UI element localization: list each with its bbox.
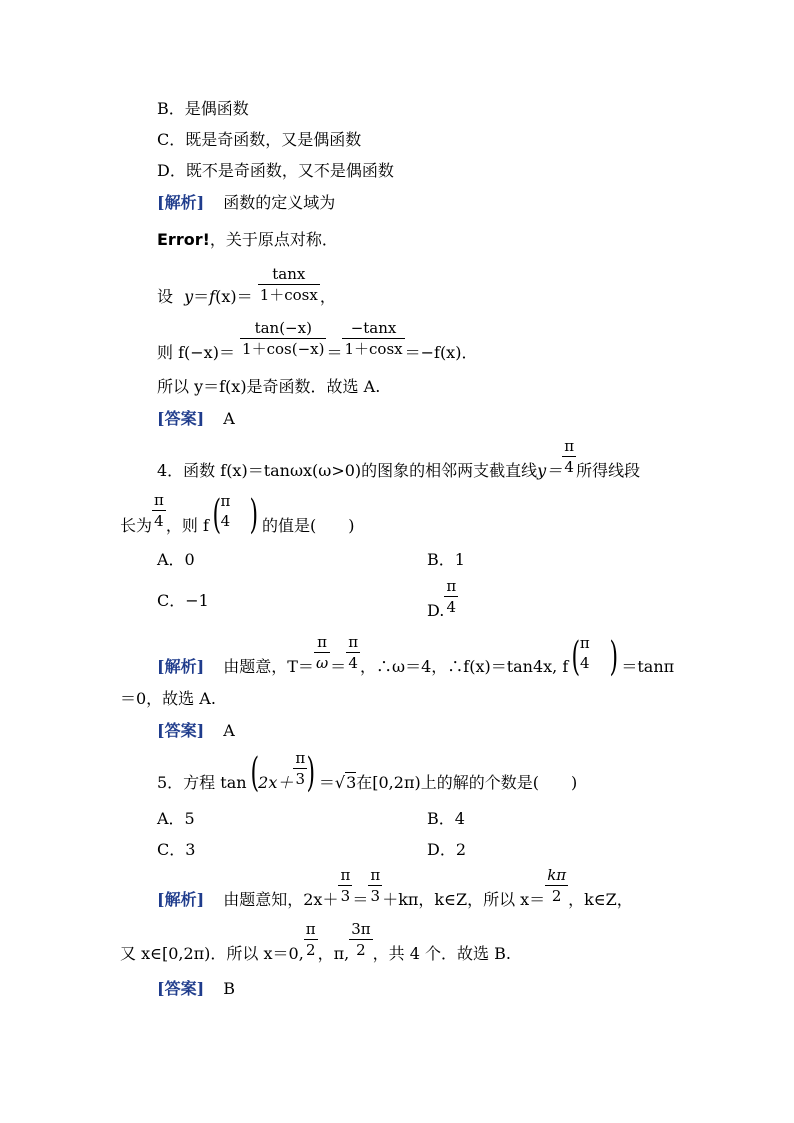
q4-stem-text: 4．函数 f(x)＝tanωx(ω>0)的图象的相邻两支截直线 (157, 461, 538, 480)
q4-option-b: B．1 (427, 550, 465, 569)
analysis-text-3: ＝tanπ (621, 657, 675, 676)
analysis-line2-text-2: ，π, (317, 944, 350, 963)
fraction-denominator: 4 (564, 458, 574, 476)
fraction-denominator: 4 (348, 654, 358, 672)
answer-tag: [答案] (157, 721, 205, 740)
q5-option-c: C．3 (157, 840, 196, 859)
analysis-fraction-3 (545, 865, 568, 906)
q5-stem-text-2: 在[0,2π)上的解的个数是( ) (356, 773, 578, 792)
domain-symmetric-text: ，关于原点对称． (209, 230, 338, 249)
fraction-numerator: 3π (351, 920, 371, 938)
fraction-numerator: tanx (258, 264, 320, 285)
period-fraction-2 (346, 632, 360, 673)
fraction-denominator: 4 (446, 598, 457, 616)
arg-fraction (578, 633, 592, 673)
analysis-tag: [解析] (157, 890, 205, 909)
fraction-numerator: π (579, 633, 590, 652)
q3-analysis-line (157, 192, 335, 214)
fraction-numerator: π (314, 632, 330, 653)
answer-tag: [答案] (157, 979, 205, 998)
answer-value: B (223, 979, 236, 998)
q4-stem-f: ，则 f (165, 516, 209, 535)
fraction-numerator: π (340, 866, 351, 884)
fraction-denominator: 3 (340, 887, 351, 905)
define-eq: ＝ (193, 287, 210, 306)
q4-stem-fraction (562, 436, 576, 477)
q3-define-line (157, 264, 336, 314)
answer-tag: [答案] (157, 409, 205, 428)
q5-analysis-line-1 (157, 867, 633, 923)
fraction-denominator: 1＋cosx (344, 340, 403, 358)
period-fraction-1 (314, 632, 330, 673)
fraction-denominator: 3 (370, 887, 381, 905)
then-fraction-2 (342, 318, 404, 359)
fraction-numerator: π (220, 491, 231, 510)
q4-analysis-line-1 (157, 634, 674, 690)
q4-stem-value: 的值是( ) (261, 516, 355, 535)
analysis-text: 由题意，T＝ (223, 657, 314, 676)
option-d-prefix: D. (427, 601, 445, 620)
q4-option-c: C．−1 (157, 591, 209, 610)
fraction-numerator: kπ (547, 866, 567, 884)
fraction-numerator: tan(−x) (240, 318, 326, 339)
define-x: (x)＝ (215, 287, 253, 306)
analysis-text-2: ，∴ω＝4，∴f(x)＝tan4x, f (360, 657, 569, 676)
define-prefix: 设 (157, 287, 174, 306)
q5-option-a: A．5 (157, 809, 195, 828)
q4-stem-y: y＝ (537, 461, 563, 480)
sqrt-radicand: 3 (346, 773, 357, 792)
q4-length-fraction (152, 490, 166, 531)
q4-analysis-line-2: ＝0，故选 A. (120, 689, 216, 708)
q5-stem-text: 5．方程 tan (157, 773, 247, 792)
fraction-denominator: 2 (356, 941, 366, 959)
analysis-text: 函数的定义域为 (223, 193, 336, 212)
fraction-denominator: 1＋cos(−x) (242, 340, 325, 358)
q3-option-c: C．既是奇函数，又是偶函数 (157, 130, 362, 149)
q3-option-b: B．是偶函数 (157, 99, 249, 118)
fraction-denominator: 4 (154, 512, 164, 530)
fraction-denominator: 1＋cosx (259, 286, 318, 304)
define-y: y (184, 287, 194, 306)
q5-eq: ＝ (318, 773, 335, 792)
q4-arg-fraction (219, 491, 233, 531)
then-prefix: 则 (157, 343, 174, 362)
right-paren: ) (306, 749, 316, 796)
answer-value: A (223, 409, 235, 428)
left-paren: ( (250, 749, 259, 796)
solution-fraction-1 (304, 919, 318, 960)
analysis-fraction-1 (338, 865, 352, 906)
then-lhs: f(−x)＝ (178, 343, 235, 362)
fraction-denominator: 4 (220, 511, 231, 530)
fraction-numerator: π (154, 491, 164, 509)
left-paren: ( (212, 491, 221, 538)
fraction-numerator: π (348, 633, 359, 651)
sqrt-symbol: √3 (334, 773, 357, 792)
q4-stem-line-1 (157, 438, 640, 488)
fraction-denominator: 4 (580, 653, 590, 672)
q3-conclusion: 所以 y＝f(x)是奇函数．故选 A. (157, 377, 381, 396)
q5-answer-line (157, 978, 235, 1000)
fraction-numerator: π (295, 749, 306, 767)
analysis-tag: [解析] (157, 193, 205, 212)
q4-stem-text-2: 所得线段 (576, 461, 641, 480)
fraction-numerator: −tanx (342, 318, 404, 339)
q5-inner-fraction (293, 748, 307, 789)
q3-domain-line (157, 229, 338, 251)
fraction-denominator: 3 (295, 770, 306, 788)
left-paren: ( (571, 633, 581, 680)
q5-option-b: B．4 (427, 809, 465, 828)
option-d-fraction (444, 576, 458, 617)
q4-answer-line (157, 720, 235, 742)
fraction-denominator: 2 (305, 941, 316, 959)
analysis-text-3: ，k∈Z， (568, 890, 633, 909)
analysis-fraction-2 (368, 865, 382, 906)
q4-stem-length: 长为 (120, 516, 153, 535)
right-paren: ) (249, 491, 259, 538)
fraction-numerator: π (370, 866, 381, 884)
fraction-denominator: ω (315, 654, 329, 672)
then-fraction-1 (240, 318, 326, 359)
analysis-line2-text-3: ，共 4 个．故选 B. (372, 944, 511, 963)
analysis-tag: [解析] (157, 657, 205, 676)
right-paren: ) (609, 633, 618, 680)
fraction-numerator: π (564, 437, 575, 455)
fraction-numerator: π (305, 920, 316, 938)
q3-then-line (157, 320, 477, 370)
q5-analysis-line-2 (120, 921, 511, 973)
analysis-line2-text: 又 x∈[0,2π)．所以 x＝0, (120, 944, 304, 963)
q5-inner: 2x＋ (258, 773, 294, 792)
then-rhs: ＝−f(x)． (404, 343, 478, 362)
fraction-numerator: π (446, 577, 457, 595)
define-fraction (258, 264, 320, 305)
answer-value: A (223, 721, 235, 740)
q4-stem-line-2 (120, 492, 354, 552)
q5-option-d: D．2 (427, 840, 467, 859)
then-eq: ＝ (326, 343, 343, 362)
error-text: Error! (157, 230, 210, 249)
q4-option-a: A．0 (157, 550, 195, 569)
analysis-eq: ＝ (352, 890, 369, 909)
q3-answer-line (157, 408, 235, 430)
fraction-denominator: 2 (551, 887, 562, 905)
analysis-eq: ＝ (330, 657, 347, 676)
define-f: f (209, 287, 216, 306)
analysis-text: 由题意知，2x＋ (223, 890, 339, 909)
q4-option-d (427, 578, 458, 628)
q5-stem-line (157, 750, 577, 806)
analysis-text-2: ＋kπ，k∈Z，所以 x＝ (382, 890, 546, 909)
q3-option-d: D．既不是奇函数，又不是偶函数 (157, 161, 394, 180)
solution-fraction-2 (349, 919, 372, 960)
define-end: ， (319, 287, 336, 306)
